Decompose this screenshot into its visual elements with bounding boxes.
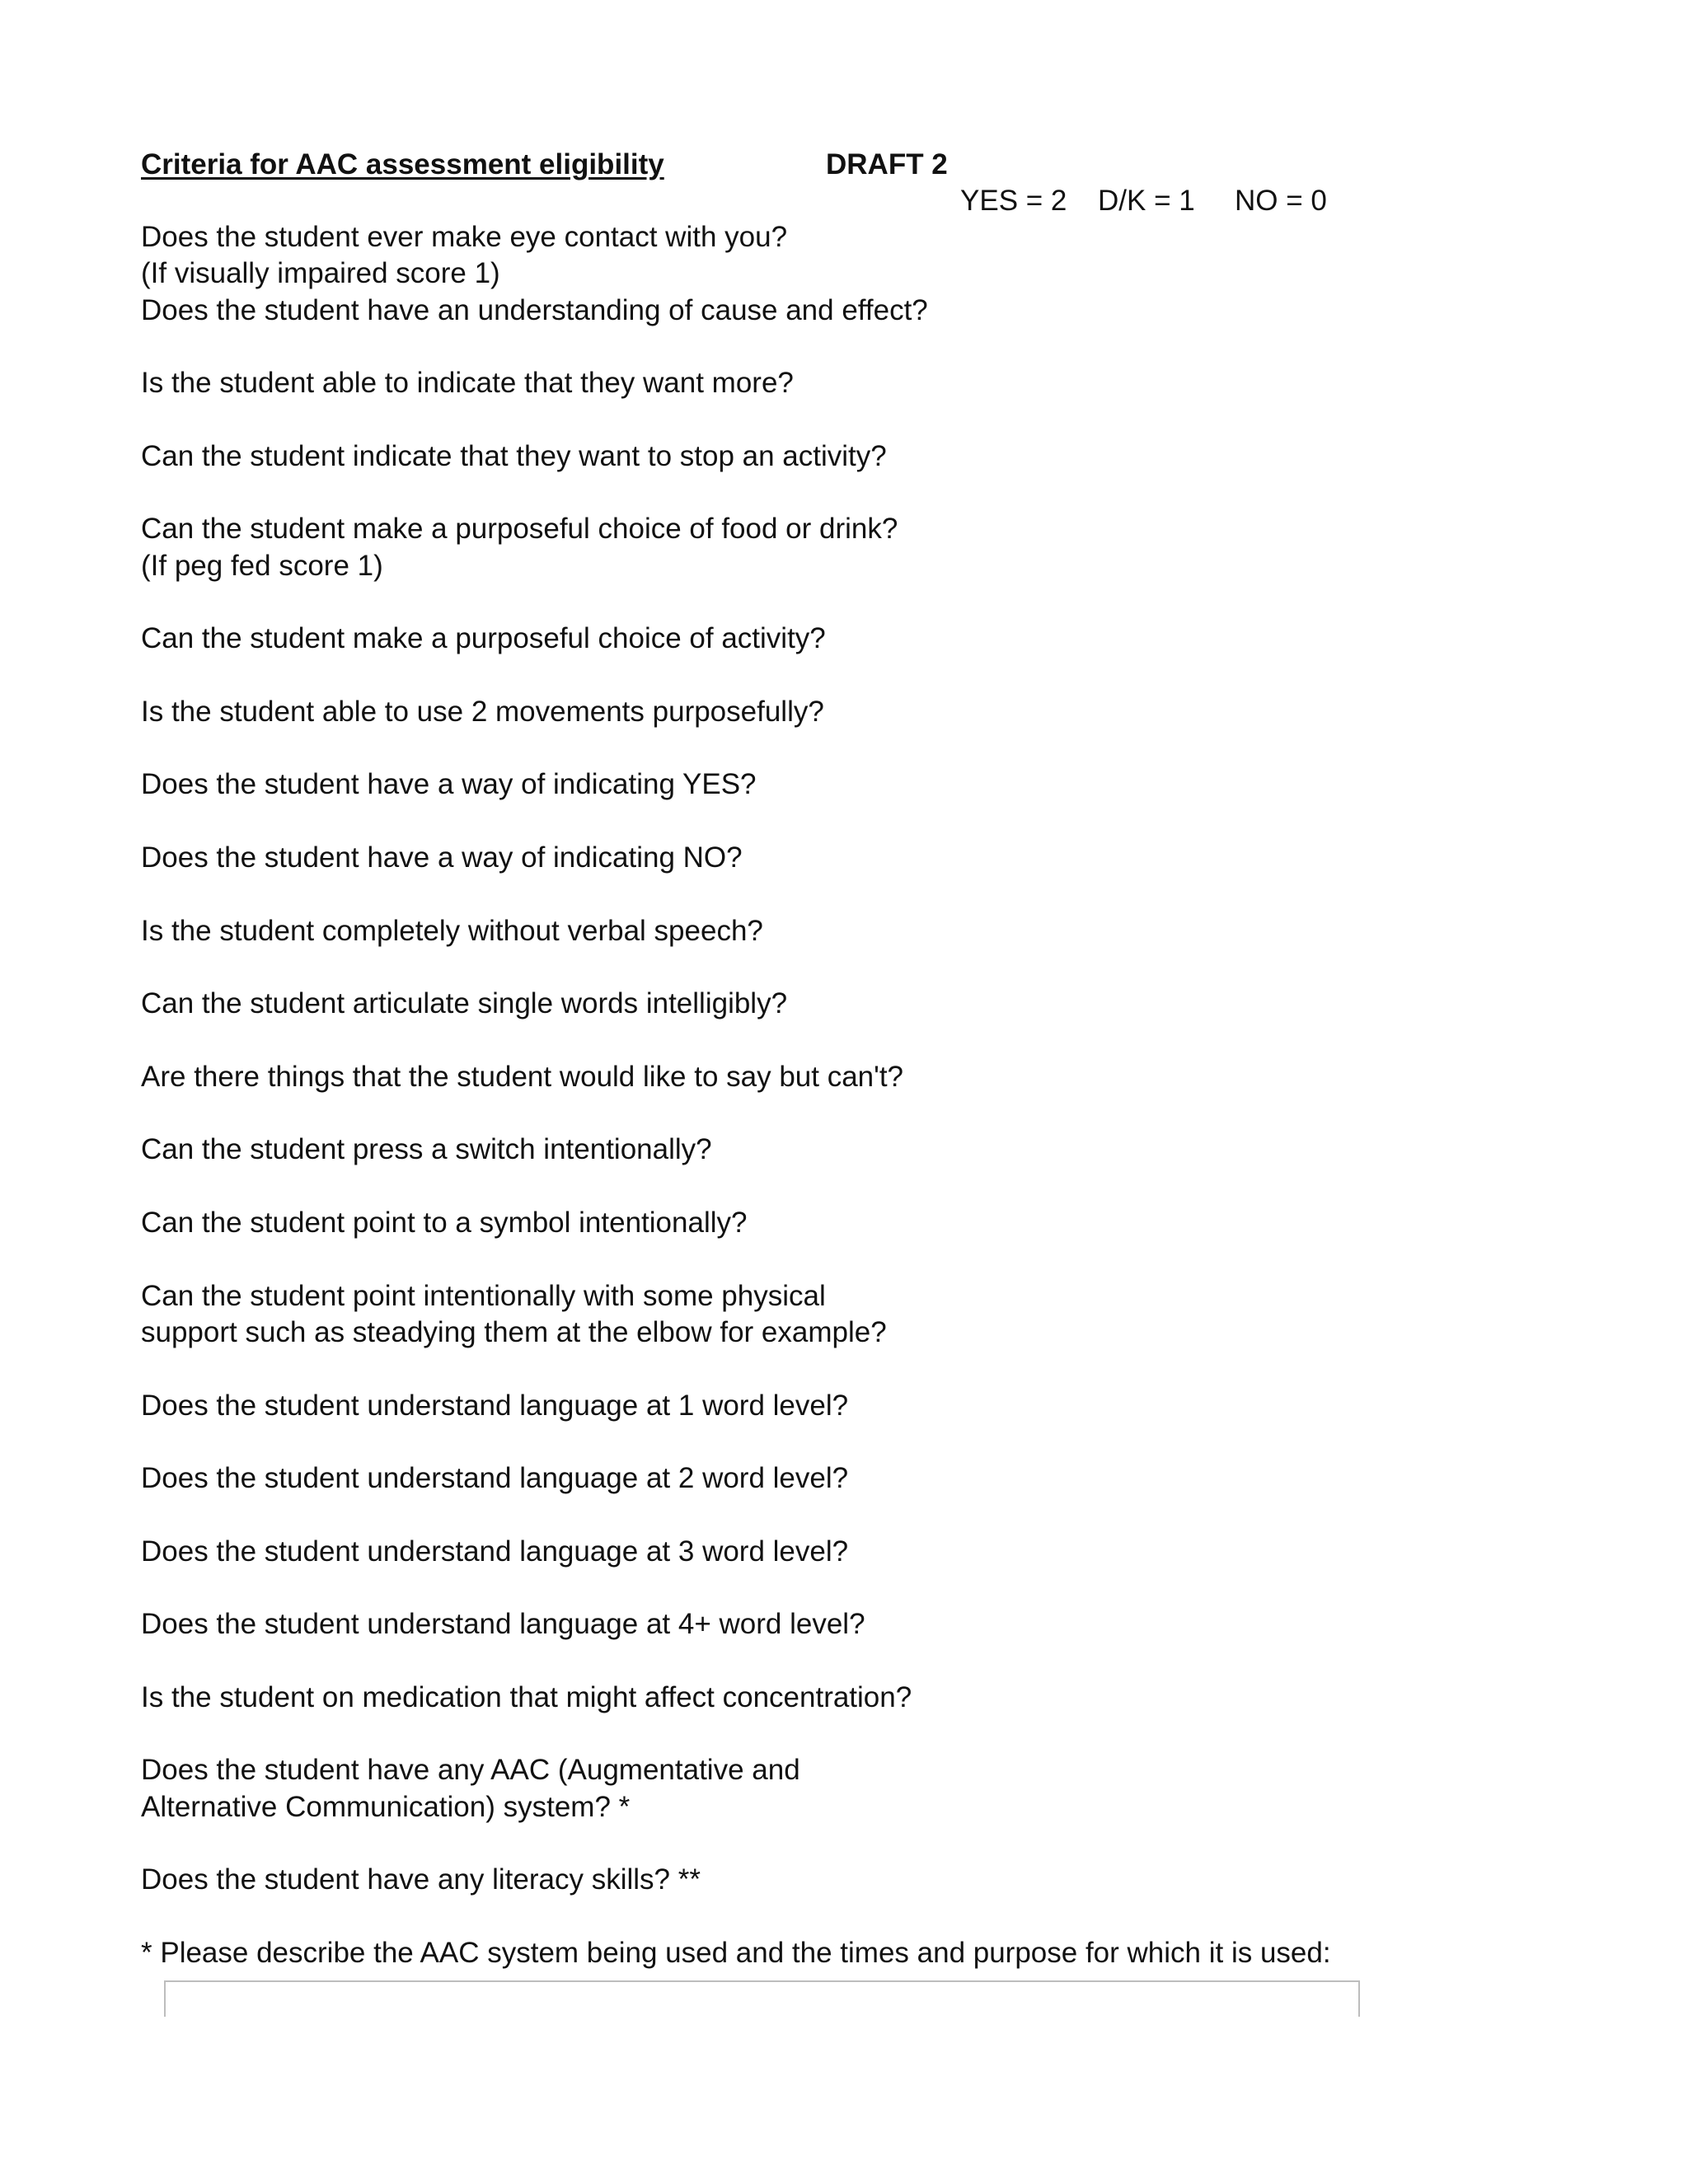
question-aac-system-cont: Alternative Communication) system? * [141, 1790, 631, 1823]
question-eye-contact-note: (If visually impaired score 1) [141, 257, 500, 290]
question-language-1-word: Does the student understand language at 1 word level? [141, 1389, 849, 1422]
legend-dont-know: D/K = 1 [1098, 185, 1195, 217]
question-language-2-word: Does the student understand language at 2 word level? [141, 1462, 849, 1495]
question-literacy: Does the student have any literacy skills? ** [141, 1863, 701, 1896]
draft-label: DRAFT 2 [826, 148, 948, 180]
question-activity-choice: Can the student make a purposeful choice of activity? [141, 622, 826, 655]
legend-yes: YES = 2 [960, 185, 1067, 217]
question-indicate-no: Does the student have a way of indicating NO? [141, 841, 743, 874]
question-would-like-to-say: Are there things that the student would like to say but can't? [141, 1060, 904, 1093]
question-press-switch: Can the student press a switch intentionally? [141, 1133, 712, 1166]
question-stop-activity: Can the student indicate that they want to stop an activity? [141, 439, 887, 472]
aac-description-box[interactable] [164, 1980, 1360, 2017]
question-eye-contact: Does the student ever make eye contact with you? [141, 221, 788, 253]
question-language-4-word: Does the student understand language at 4+ word level? [141, 1608, 865, 1641]
question-point-with-support: Can the student point intentionally with some physical [141, 1279, 826, 1312]
question-point-with-support-cont: support such as steadying them at the elbow for example? [141, 1315, 887, 1348]
question-medication: Is the student on medication that might affect concentration? [141, 1680, 912, 1713]
question-indicate-yes: Does the student have a way of indicating YES? [141, 768, 757, 801]
question-no-verbal-speech: Is the student completely without verbal speech? [141, 914, 763, 947]
question-food-choice: Can the student make a purposeful choice of food or drink? [141, 513, 898, 546]
question-two-movements: Is the student able to use 2 movements purposefully? [141, 695, 824, 728]
question-list [141, 219, 1427, 1971]
question-food-choice-note: (If peg fed score 1) [141, 549, 383, 582]
question-point-symbol: Can the student point to a symbol intentionally? [141, 1207, 748, 1240]
page-title: Criteria for AAC assessment eligibility [141, 148, 664, 180]
aac-description-prompt: * Please describe the AAC system being used and the times and purpose for which it is used: [141, 1936, 1331, 1969]
question-aac-system: Does the student have any AAC (Augmentative and [141, 1754, 800, 1787]
question-want-more: Is the student able to indicate that they want more? [141, 367, 794, 400]
legend-no: NO = 0 [1235, 185, 1327, 217]
question-language-3-word: Does the student understand language at 3 word level? [141, 1535, 849, 1568]
question-cause-effect: Does the student have an understanding of cause and effect? [141, 293, 928, 326]
question-single-words: Can the student articulate single words intelligibly? [141, 987, 788, 1020]
